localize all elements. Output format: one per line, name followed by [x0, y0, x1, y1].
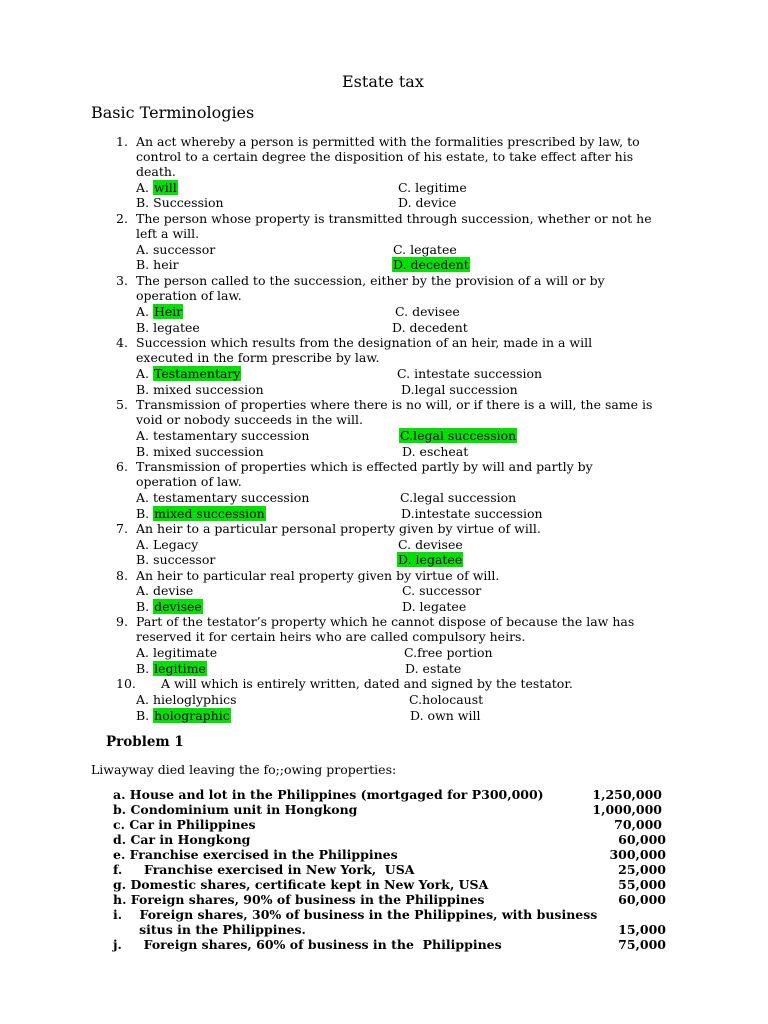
option-d: D. legatee	[402, 599, 467, 614]
property-label: f. Franchise exercised in New York, USA	[113, 862, 415, 877]
option-d: D.legal succession	[401, 382, 518, 397]
option-d: D. decedent	[392, 320, 468, 335]
answer-highlight: mixed succession	[154, 506, 265, 521]
property-value: 60,000	[618, 892, 666, 907]
question-text: An act whereby a person is permitted with the formalities prescribed by law, to	[136, 134, 640, 149]
property-label: a. House and lot in the Philippines (mortgaged for P300,000)	[113, 787, 544, 802]
property-value: 75,000	[618, 937, 666, 952]
option-c: C. intestate succession	[397, 366, 543, 381]
answer-highlight: legitime	[154, 661, 206, 676]
answer-highlight: will	[154, 180, 177, 195]
option-a: A. devise	[136, 583, 194, 598]
question-number: 4.	[116, 335, 128, 350]
question-text: operation of law.	[136, 288, 242, 303]
property-value: 25,000	[618, 862, 666, 877]
option-d: D. own will	[410, 708, 481, 723]
option-c: C.free portion	[404, 645, 493, 660]
question-text: executed in the form prescribe by law.	[136, 350, 380, 365]
option-b: B. mixed succession	[136, 382, 264, 397]
question-number: 2.	[116, 211, 128, 226]
answer-highlight: D. legatee	[398, 552, 463, 567]
option-a: A. legitimate	[136, 645, 218, 660]
question-text: A will which is entirely written, dated and signed by the testator.	[161, 676, 573, 691]
option-d	[397, 552, 463, 567]
option-b: B. heir	[136, 257, 179, 272]
property-label: e. Franchise exercised in the Philippines	[113, 847, 398, 862]
question-number: 9.	[116, 614, 128, 629]
property-value: 70,000	[614, 817, 662, 832]
answer-highlight: D. decedent	[393, 257, 469, 272]
answer-highlight: Testamentary	[154, 366, 241, 381]
option-a: A. Legacy	[136, 537, 199, 552]
answer-highlight: devisee	[154, 599, 202, 614]
option-c: C. devisee	[398, 537, 463, 552]
property-label: situs in the Philippines.	[113, 922, 306, 937]
question-text: control to a certain degree the disposition of his estate, to take effect after his	[136, 149, 634, 164]
option-c: C.legal succession	[400, 490, 517, 505]
option-a: A. hieloglyphics	[136, 692, 237, 707]
option-a: A. Heir	[136, 304, 183, 319]
question-number: 3.	[116, 273, 128, 288]
question-text: The person whose property is transmitted through succession, whether or not he	[136, 211, 652, 226]
option-c: C. legatee	[393, 242, 457, 257]
property-value: 300,000	[609, 847, 666, 862]
property-label: d. Car in Hongkong	[113, 832, 251, 847]
property-label: g. Domestic shares, certificate kept in New York, USA	[113, 877, 489, 892]
question-text: The person called to the succession, either by the provision of a will or by	[136, 273, 605, 288]
question-number: 1.	[116, 134, 128, 149]
question-number: 8.	[116, 568, 128, 583]
question-text: void or nobody succeeds in the will.	[136, 412, 363, 427]
option-b: B. Succession	[136, 195, 224, 210]
option-a: A. testamentary succession	[136, 428, 310, 443]
option-a: A. successor	[136, 242, 216, 257]
property-value: 55,000	[618, 877, 666, 892]
question-number: 6.	[116, 459, 128, 474]
property-label: b. Condominium unit in Hongkong	[113, 802, 358, 817]
question-number: 10.	[116, 676, 136, 691]
question-text: Transmission of properties which is effected partly by will and partly by	[136, 459, 593, 474]
question-text: An heir to particular real property given by virtue of will.	[136, 568, 500, 583]
property-value: 15,000	[618, 922, 666, 937]
question-text: Succession which results from the designation of an heir, made in a will	[136, 335, 593, 350]
option-d: D.intestate succession	[401, 506, 543, 521]
question-text: An heir to a particular personal property given by virtue of will.	[136, 521, 541, 536]
option-b: B. legitime	[136, 661, 206, 676]
option-a: A. testamentary succession	[136, 490, 310, 505]
question-text: Part of the testator’s property which he cannot dispose of because the law has	[136, 614, 635, 629]
question-text: operation of law.	[136, 474, 242, 489]
option-d: D. escheat	[402, 444, 469, 459]
question-number: 7.	[116, 521, 128, 536]
option-b: B. mixed succession	[136, 506, 265, 521]
property-label: i. Foreign shares, 30% of business in the Philippines, with business	[113, 907, 598, 922]
option-d: D. estate	[405, 661, 462, 676]
option-b: B. successor	[136, 552, 216, 567]
question-text: death.	[136, 164, 176, 179]
section-heading: Basic Terminologies	[91, 103, 255, 122]
problem-intro: Liwayway died leaving the fo;;owing properties:	[91, 762, 397, 777]
property-value: 1,250,000	[592, 787, 662, 802]
option-b: B. legatee	[136, 320, 200, 335]
property-label: h. Foreign shares, 90% of business in the Philippines	[113, 892, 485, 907]
question-text: reserved it for certain heirs who are called compulsory heirs.	[136, 629, 526, 644]
property-value: 60,000	[618, 832, 666, 847]
option-c: C. legitime	[398, 180, 467, 195]
option-c: C. successor	[402, 583, 482, 598]
problem-heading: Problem 1	[106, 734, 184, 750]
question-text: left a will.	[136, 226, 200, 241]
question-number: 5.	[116, 397, 128, 412]
answer-highlight: C.legal succession	[400, 428, 517, 443]
property-label: j. Foreign shares, 60% of business in the Philippines	[113, 937, 502, 952]
question-text: Transmission of properties where there is no will, or if there is a will, the same is	[136, 397, 653, 412]
option-c	[399, 428, 517, 443]
option-b: B. holographic	[136, 708, 230, 723]
option-d: D. device	[398, 195, 457, 210]
option-a: A. will	[136, 180, 177, 195]
property-value: 1,000,000	[592, 802, 662, 817]
option-d	[392, 257, 470, 272]
option-c: C.holocaust	[409, 692, 484, 707]
answer-highlight: Heir	[154, 304, 183, 319]
property-label: c. Car in Philippines	[113, 817, 256, 832]
option-b: B. devisee	[136, 599, 202, 614]
option-b: B. mixed succession	[136, 444, 264, 459]
option-c: C. devisee	[395, 304, 460, 319]
answer-highlight: holographic	[154, 708, 230, 723]
option-a: A. Testamentary	[136, 366, 241, 381]
document-title: Estate tax	[342, 72, 424, 91]
